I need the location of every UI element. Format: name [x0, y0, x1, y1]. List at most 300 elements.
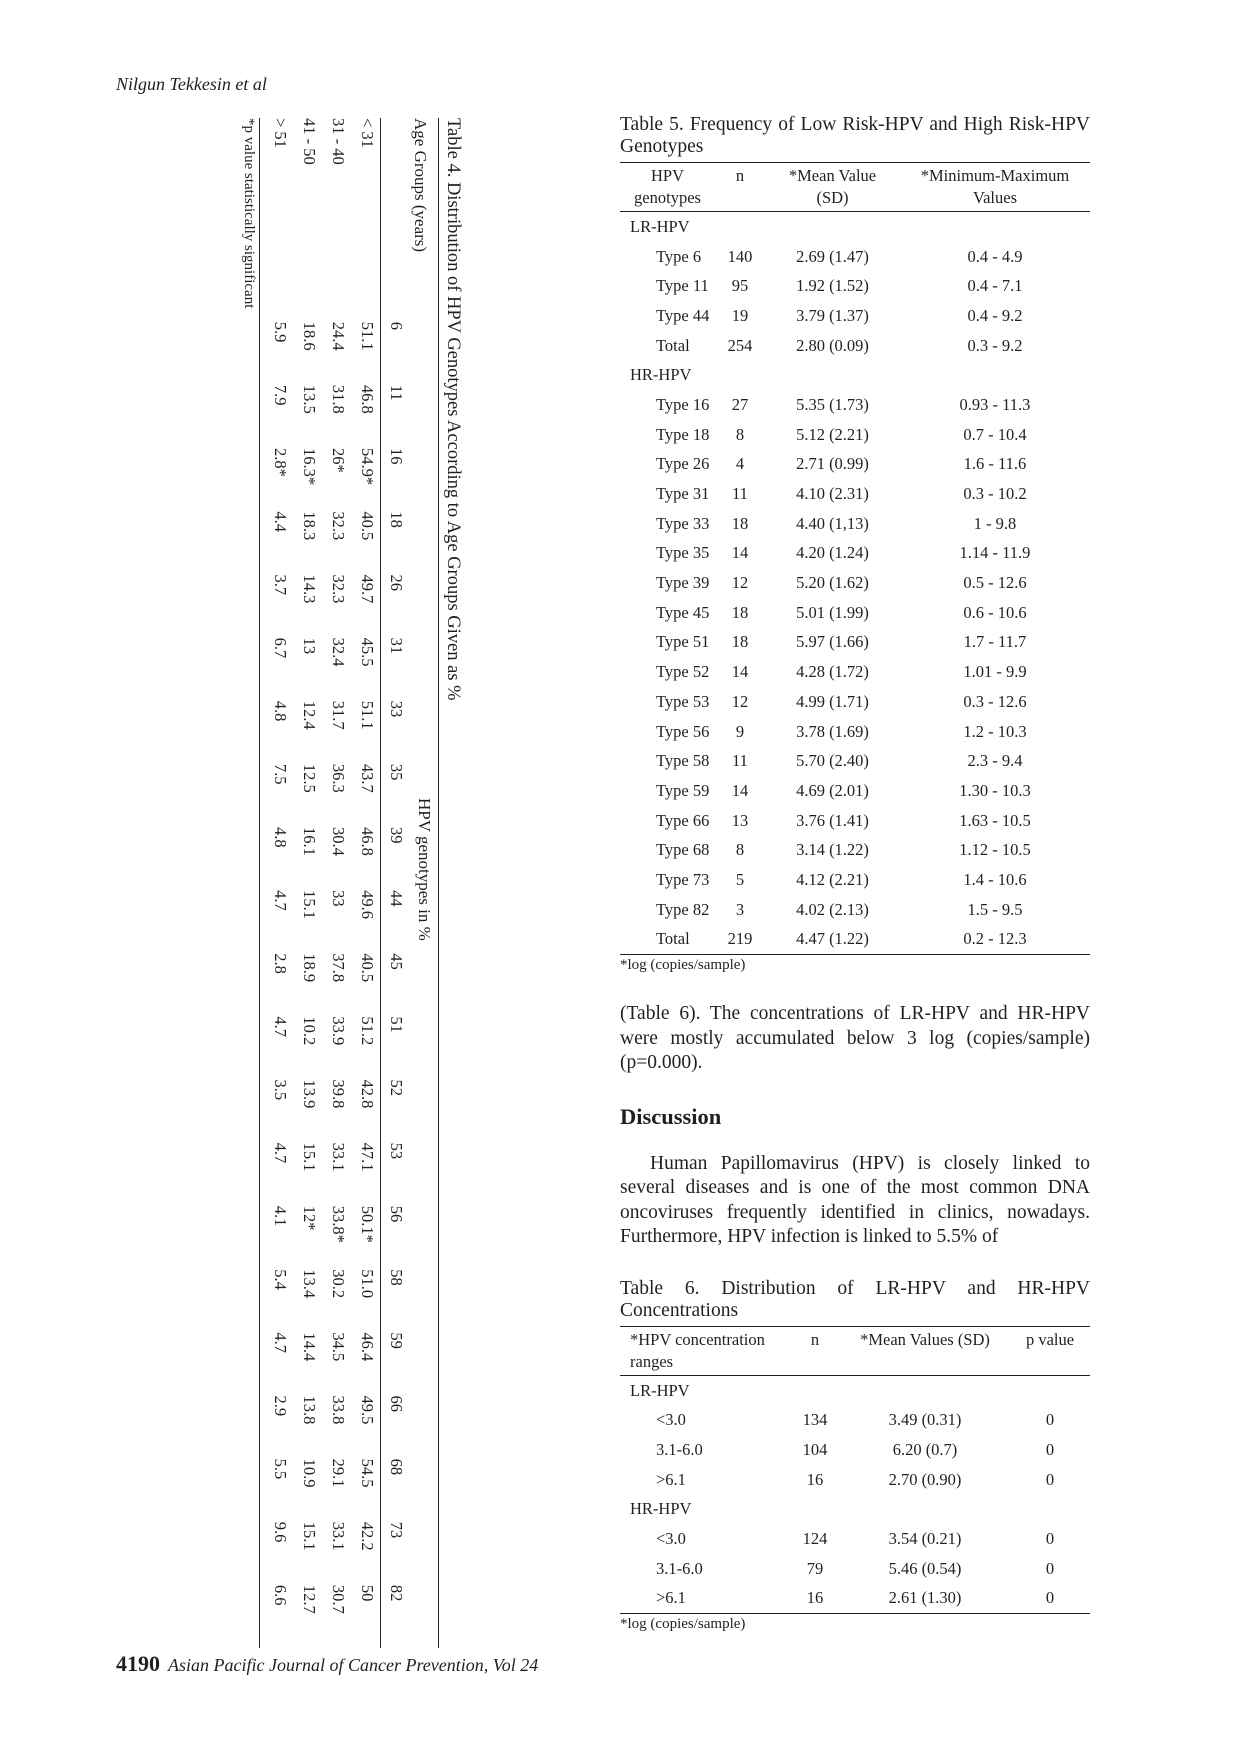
table4-cell: 4.4: [271, 511, 291, 533]
table5-caption: Table 5. Frequency of Low Risk-HPV and High Risk-HPV Genotypes: [620, 114, 1090, 157]
table5-n-cell: 18: [731, 513, 749, 533]
table5-type-cell: Type 56: [656, 721, 710, 741]
discussion-paragraph: Human Papillomavirus (HPV) is closely linked to several diseases and is one of the most common DNA oncoviruses frequently identified in clinics, nowadays. Furthermore, HPV infection is linked to 5.5% of: [620, 1152, 1090, 1248]
table5-range-cell: 0.6 - 10.6: [963, 602, 1027, 622]
body-paragraph: (Table 6). The concentrations of LR-HPV and HR-HPV were mostly accumulated below 3 log (copies/sample) (p=0.000).: [620, 1003, 1090, 1074]
table4-cell: 7.9: [271, 384, 291, 406]
table4-col-header: 45: [387, 953, 407, 970]
table4-col-header: 51: [387, 1016, 407, 1033]
running-head: Nilgun Tekkesin et al: [116, 74, 267, 94]
table4: [266, 118, 411, 1648]
table4-cell: 33.1: [329, 1142, 349, 1172]
table4-col-header: 26: [387, 574, 407, 592]
table4-cell: 12.5: [300, 763, 320, 793]
table4-cell: 33.8: [329, 1395, 349, 1425]
table6-caption: Table 6. Distribution of LR-HPV and HR-HPV Concentrations: [620, 1277, 1090, 1321]
table4-cell: 47.1: [358, 1142, 378, 1172]
table4-cell: 5.5: [271, 1458, 291, 1480]
table5-mean-cell: 4.20 (1.24): [796, 543, 869, 563]
table6-row: [620, 1465, 1090, 1495]
table6-group-label: HR-HPV: [630, 1499, 692, 1519]
table6-row: [620, 1554, 1090, 1584]
table6-range-cell: <3.0: [656, 1528, 686, 1548]
table5-range-cell: 0.3 - 9.2: [967, 335, 1023, 355]
table4-cell: 51.0: [358, 1269, 378, 1299]
table5-row: [620, 717, 1090, 747]
table5-row: [620, 568, 1090, 598]
table5-range-cell: 1.01 - 9.9: [963, 662, 1027, 682]
table5-range-cell: 1.4 - 10.6: [963, 869, 1027, 889]
table4-age-header: Age Groups (years): [411, 118, 430, 253]
table5-group-label: HR-HPV: [630, 365, 692, 385]
table4-cell: 33: [329, 890, 349, 907]
table4-bottom-rule: [259, 118, 260, 1648]
table4-col-header: 35: [387, 763, 407, 781]
table5-type-cell: Type 82: [656, 899, 710, 919]
table6-group-row: [620, 1375, 1090, 1405]
table6-header-row: [620, 1326, 1090, 1375]
table4-row: [266, 118, 295, 1648]
table6-row: [620, 1435, 1090, 1465]
table5-range-cell: 1.63 - 10.5: [959, 810, 1031, 830]
table5-n-cell: 5: [735, 869, 745, 889]
table4-cell: 4.7: [271, 1016, 291, 1038]
table4-cell: 36.3: [329, 763, 349, 793]
table5-mean-cell: 5.97 (1.66): [796, 632, 869, 652]
table4-cell: 46.8: [358, 827, 378, 856]
table4-col-header: 66: [387, 1395, 407, 1412]
table5-type-cell: Type 52: [656, 662, 710, 682]
table4-container: [233, 118, 465, 1648]
table4-cell: 6.7: [271, 637, 291, 659]
table6-mean-cell: 2.70 (0.90): [888, 1469, 962, 1489]
table5-n-cell: 27: [731, 394, 749, 414]
right-column: [620, 114, 1090, 1633]
table5-type-cell: Type 18: [656, 424, 710, 444]
table4-cell: 18.9: [300, 953, 320, 983]
table4-cell: 2.8*: [271, 447, 291, 477]
table5-row: [620, 301, 1090, 331]
table5-mean-cell: 1.92 (1.52): [796, 276, 869, 296]
table4-col-header: 82: [387, 1584, 407, 1602]
table5-row: [620, 835, 1090, 865]
table5-n-cell: 11: [732, 751, 748, 771]
table4-cell: 4.8: [271, 700, 291, 722]
table4-cell: 13.8: [300, 1395, 320, 1425]
table4-cell: 10.9: [300, 1458, 320, 1488]
table4-top-rule: [438, 118, 439, 1648]
table4-cell: 40.5: [358, 953, 378, 983]
table4-col-header: 52: [387, 1079, 407, 1097]
table5-range-cell: 0.5 - 12.6: [963, 573, 1027, 593]
table4-cell: 4.8: [271, 827, 291, 848]
table4-cell: 18.3: [300, 511, 320, 541]
table4-col-header: 56: [387, 1205, 407, 1223]
table5-type-cell: Type 33: [656, 513, 710, 533]
table4-cell: 33.1: [329, 1521, 349, 1551]
table4-cell: 13.9: [300, 1079, 320, 1109]
table4-cell: 30.7: [329, 1584, 349, 1614]
table4-col-header: 31: [387, 637, 407, 655]
table5-n-cell: 19: [731, 305, 749, 325]
table4-cell: 3.7: [271, 574, 291, 596]
table5-header-range: *Minimum-Maximum Values: [920, 166, 1070, 207]
table6-header-p: p value: [1025, 1329, 1075, 1349]
table4-cell: 33.8*: [329, 1205, 349, 1243]
table4-row: [295, 118, 324, 1648]
table4-cell: 4.1: [271, 1205, 291, 1227]
table4-cell: 15.1: [300, 1521, 320, 1551]
table5-mean-cell: 2.69 (1.47): [796, 246, 869, 266]
table4-cell: 12*: [300, 1205, 320, 1231]
table6-header-n: n: [810, 1329, 820, 1349]
table5-range-cell: 0.4 - 7.1: [967, 276, 1023, 296]
table6-range-cell: 3.1-6.0: [656, 1439, 703, 1459]
table5-type-cell: Type 26: [656, 454, 710, 474]
table4-cell: 32.3: [329, 574, 349, 604]
table4-cell: 4.7: [271, 1332, 291, 1353]
table6-group-row: [620, 1494, 1090, 1524]
table4-cell: 2.8: [271, 953, 291, 974]
table5-n-cell: 12: [731, 573, 749, 593]
table5-range-cell: 1.30 - 10.3: [959, 780, 1031, 800]
table5-type-cell: Type 58: [656, 751, 710, 771]
table4-cell: 54.5: [358, 1458, 378, 1488]
journal-name: Asian Pacific Journal of Cancer Prevention, Vol 24: [168, 1655, 539, 1675]
table4-group-header: HPV genotypes in %: [415, 798, 434, 941]
table5-range-cell: 0.7 - 10.4: [963, 424, 1027, 444]
table4-cell: 3.5: [271, 1079, 291, 1101]
table4-cell: 51.2: [358, 1016, 378, 1046]
table4-title: Table 4. Distribution of HPV Genotypes According to Age Groups Given as %: [443, 118, 463, 701]
table5-mean-cell: 3.76 (1.41): [796, 810, 869, 830]
table5-mean-cell: 4.99 (1.71): [796, 691, 869, 711]
table6-n-cell: 104: [802, 1439, 828, 1459]
table5-footnote: *log (copies/sample): [620, 957, 746, 974]
table4-footnote: *p value statistically significant: [241, 118, 257, 309]
table4-cell: 14.4: [300, 1332, 320, 1362]
table5-row: [620, 509, 1090, 539]
table5-range-cell: 1.2 - 10.3: [963, 721, 1027, 741]
table5-n-cell: 18: [731, 602, 749, 622]
table5-header-n: n: [735, 166, 745, 185]
table4-cell: 4.7: [271, 1142, 291, 1164]
table5-type-cell: Type 66: [656, 810, 710, 830]
table4-cell: 40.5: [358, 511, 378, 541]
table4-cell: 16.3*: [300, 447, 320, 486]
table5-mean-cell: 2.80 (0.09): [796, 335, 869, 355]
table6-n-cell: 124: [802, 1528, 828, 1548]
table4-cell: 30.4: [329, 827, 349, 856]
table6-mean-cell: 2.61 (1.30): [888, 1588, 962, 1608]
table4-cell: 31.8: [329, 384, 349, 414]
table6-n-cell: 79: [806, 1558, 824, 1578]
table5-header-mean: *Mean Value (SD): [788, 166, 877, 207]
table4-cell: 37.8: [329, 953, 349, 983]
table4-cell: 24.4: [329, 321, 349, 351]
table5-n-cell: 219: [727, 929, 753, 949]
table5-type-cell: Type 73: [656, 869, 710, 889]
table5-mean-cell: 4.40 (1,13): [796, 513, 869, 533]
table4-cell: 46.4: [358, 1332, 378, 1362]
table4-col-header: 6: [387, 321, 407, 330]
table4-cell: 6.6: [271, 1584, 291, 1606]
table4-cell: 49.6: [358, 890, 378, 920]
table5-group-row: [620, 212, 1090, 242]
table6-p-cell: 0: [1045, 1528, 1055, 1548]
table5-type-cell: Type 45: [656, 602, 710, 622]
table4-cell: 33.9: [329, 1016, 349, 1046]
table4-col-header: 16: [387, 447, 407, 465]
table5-n-cell: 8: [735, 424, 745, 444]
table5-n-cell: 4: [735, 454, 745, 474]
table5-mean-cell: 5.35 (1.73): [796, 394, 869, 414]
table5-type-cell: Type 59: [656, 780, 710, 800]
table5-row: [620, 806, 1090, 836]
table6-range-cell: <3.0: [656, 1410, 686, 1430]
table4-row: [324, 118, 353, 1648]
table5-type-cell: Type 44: [656, 305, 710, 325]
table4-cell: 50.1*: [358, 1205, 378, 1243]
table4-col-header: 44: [387, 890, 407, 907]
table6-header-mean: *Mean Values (SD): [860, 1329, 990, 1349]
table5-row: [620, 271, 1090, 301]
table5-range-cell: 1 - 9.8: [973, 513, 1017, 533]
table6-group-label: LR-HPV: [630, 1380, 690, 1400]
table4-cell: 26*: [329, 447, 349, 473]
table4-col-header: 58: [387, 1269, 407, 1286]
table5-range-cell: 1.12 - 10.5: [959, 840, 1031, 860]
table5-type-cell: Type 35: [656, 543, 710, 563]
table5-mean-cell: 2.71 (0.99): [796, 454, 869, 474]
table6-mean-cell: 3.54 (0.21): [888, 1528, 962, 1548]
table5-header-genotypes: HPV genotypes: [634, 166, 701, 207]
table4-cell: 13: [300, 637, 320, 655]
table4-cell: 29.1: [329, 1458, 349, 1488]
table5-n-cell: 18: [731, 632, 749, 652]
table5-mean-cell: 4.28 (1.72): [796, 662, 869, 682]
table5-type-cell: Type 39: [656, 573, 710, 593]
table5-group-label: LR-HPV: [630, 216, 690, 236]
table5-type-cell: Type 16: [656, 394, 710, 414]
table5-type-cell: Type 31: [656, 484, 710, 504]
table5-mean-cell: 5.70 (2.40): [796, 751, 869, 771]
table6-mean-cell: 5.46 (0.54): [888, 1558, 962, 1578]
table6-p-cell: 0: [1045, 1469, 1055, 1489]
table4-cell: 34.5: [329, 1332, 349, 1362]
table4-cell: 2.9: [271, 1395, 291, 1417]
table4-cell: 9.6: [271, 1521, 291, 1543]
table4-col-header: 11: [387, 384, 407, 401]
table4-cell: 13.5: [300, 384, 320, 414]
table5-type-cell: Type 11: [656, 276, 709, 296]
table4-cell: 51.1: [358, 321, 378, 351]
table5-range-cell: 0.3 - 10.2: [963, 484, 1027, 504]
table6-footnote: *log (copies/sample): [620, 1616, 746, 1633]
table6: [620, 1326, 1090, 1615]
table5-mean-cell: 4.10 (2.31): [796, 484, 869, 504]
table5-row: [620, 450, 1090, 480]
table5-row: [620, 420, 1090, 450]
table6-range-cell: >6.1: [656, 1588, 686, 1608]
table4-cell: 18.6: [300, 321, 320, 351]
table5-range-cell: 2.3 - 9.4: [967, 751, 1023, 771]
table6-p-cell: 0: [1045, 1439, 1055, 1459]
table5-mean-cell: 4.47 (1.22): [796, 929, 869, 949]
table5-type-cell: Total: [656, 335, 690, 355]
table5-row: [620, 865, 1090, 895]
table5-type-cell: Type 6: [656, 246, 702, 266]
table4-cell: 49.7: [358, 574, 378, 604]
table4-col-header: 18: [387, 511, 407, 528]
table6-p-cell: 0: [1045, 1558, 1055, 1578]
table4-col-header: 73: [387, 1521, 407, 1539]
table5-range-cell: 0.93 - 11.3: [959, 394, 1031, 414]
table4-cell: 15.1: [300, 890, 320, 920]
table5-n-cell: 8: [735, 840, 745, 860]
table5-mean-cell: 5.01 (1.99): [796, 602, 869, 622]
table5-n-cell: 14: [731, 543, 749, 563]
table5-n-cell: 14: [731, 662, 749, 682]
table4-cell: 42.8: [358, 1079, 378, 1109]
table4-age-cell: > 51: [271, 118, 291, 148]
table4-cell: 10.2: [300, 1016, 320, 1046]
table4-header-rule: [380, 118, 381, 1648]
table4-rotated: [233, 118, 465, 1648]
table4-age-cell: < 31: [358, 118, 378, 148]
table6-range-cell: >6.1: [656, 1469, 686, 1489]
table5-mean-cell: 4.69 (2.01): [796, 780, 869, 800]
table5-row: [620, 628, 1090, 658]
table5-type-cell: Type 68: [656, 840, 710, 860]
table4-cell: 46.8: [358, 384, 378, 414]
table6-n-cell: 16: [806, 1469, 824, 1489]
table6-mean-cell: 6.20 (0.7): [892, 1439, 958, 1459]
table5-mean-cell: 3.79 (1.37): [796, 305, 869, 325]
table5-mean-cell: 5.12 (2.21): [796, 424, 869, 444]
table5-n-cell: 9: [735, 721, 745, 741]
table6-n-cell: 16: [806, 1588, 824, 1608]
table4-cell: 54.9*: [358, 447, 378, 486]
table4-cell: 12.4: [300, 700, 320, 730]
table5-range-cell: 1.6 - 11.6: [963, 454, 1027, 474]
section-heading-discussion: Discussion: [620, 1103, 722, 1129]
table6-row: [620, 1524, 1090, 1554]
table5-n-cell: 3: [735, 899, 745, 919]
table6-mean-cell: 3.49 (0.31): [888, 1410, 962, 1430]
table4-cell: 32.3: [329, 511, 349, 541]
table5-range-cell: 1.7 - 11.7: [963, 632, 1027, 652]
table5-row: [620, 776, 1090, 806]
table5-row: [620, 598, 1090, 628]
table5-mean-cell: 5.20 (1.62): [796, 573, 869, 593]
table5-row: [620, 687, 1090, 717]
table5-row: [620, 895, 1090, 925]
table5-n-cell: 13: [731, 810, 749, 830]
table5-row: [620, 925, 1090, 955]
table4-cell: 7.5: [271, 763, 291, 785]
table5-type-cell: Type 53: [656, 691, 710, 711]
table5: [620, 162, 1090, 955]
table5-row: [620, 657, 1090, 687]
table6-range-cell: 3.1-6.0: [656, 1558, 703, 1578]
table4-cell: 16.1: [300, 827, 320, 856]
table5-row: [620, 479, 1090, 509]
table5-range-cell: 0.3 - 12.6: [963, 691, 1027, 711]
table5-row: [620, 746, 1090, 776]
table4-row: [353, 118, 382, 1648]
table5-range-cell: 0.4 - 4.9: [967, 246, 1023, 266]
table5-range-cell: 1.14 - 11.9: [959, 543, 1031, 563]
table6-row: [620, 1584, 1090, 1614]
table5-mean-cell: 4.12 (2.21): [796, 869, 869, 889]
table4-cell: 4.7: [271, 890, 291, 911]
table4-cell: 42.2: [358, 1521, 378, 1551]
table4-cell: 30.2: [329, 1269, 349, 1299]
table4-cell: 43.7: [358, 763, 378, 793]
table4-col-header: 33: [387, 700, 407, 718]
table6-row: [620, 1405, 1090, 1435]
table4-col-header: 39: [387, 827, 407, 844]
table5-mean-cell: 4.02 (2.13): [796, 899, 869, 919]
table6-p-cell: 0: [1045, 1588, 1055, 1608]
table4-cell: 5.4: [271, 1269, 291, 1290]
table6-p-cell: 0: [1045, 1410, 1055, 1430]
table6-header-range: *HPV concentration ranges: [630, 1329, 765, 1371]
table5-n-cell: 11: [732, 484, 748, 504]
table4-cell: 45.5: [358, 637, 378, 667]
table5-n-cell: 254: [727, 335, 753, 355]
table5-n-cell: 12: [731, 691, 749, 711]
table5-group-row: [620, 360, 1090, 390]
page-number: 4190: [116, 1651, 160, 1676]
table5-row: [620, 331, 1090, 361]
table5-row: [620, 390, 1090, 420]
table5-row: [620, 242, 1090, 272]
table4-col-header: 53: [387, 1142, 407, 1160]
table4-cell: 39.8: [329, 1079, 349, 1109]
table4-cell: 49.5: [358, 1395, 378, 1425]
table4-cell: 13.4: [300, 1269, 320, 1299]
table5-row: [620, 539, 1090, 569]
table4-col-header: 59: [387, 1332, 407, 1349]
table5-type-cell: Total: [656, 929, 690, 949]
table4-cell: 14.3: [300, 574, 320, 604]
table4-age-cell: 31 - 40: [329, 118, 349, 165]
table4-cell: 5.9: [271, 321, 291, 343]
table5-range-cell: 1.5 - 9.5: [967, 899, 1023, 919]
table4-age-cell: 41 - 50: [300, 118, 320, 165]
table4-cell: 50: [358, 1584, 378, 1602]
table5-range-cell: 0.4 - 9.2: [967, 305, 1023, 325]
table4-cell: 31.7: [329, 700, 349, 730]
table6-n-cell: 134: [802, 1410, 828, 1430]
table4-cell: 12.7: [300, 1584, 320, 1614]
table5-type-cell: Type 51: [656, 632, 710, 652]
table4-cell: 51.1: [358, 700, 378, 730]
table5-range-cell: 0.2 - 12.3: [963, 929, 1027, 949]
page-footer: [116, 1651, 538, 1677]
table5-header-row: [620, 163, 1090, 212]
table4-col-header: 68: [387, 1458, 407, 1476]
table5-n-cell: 95: [731, 276, 749, 296]
table5-n-cell: 140: [727, 246, 753, 266]
table4-cell: 15.1: [300, 1142, 320, 1172]
table5-mean-cell: 3.78 (1.69): [796, 721, 869, 741]
table4-cell: 32.4: [329, 637, 349, 667]
table5-mean-cell: 3.14 (1.22): [796, 840, 869, 860]
table5-n-cell: 14: [731, 780, 749, 800]
